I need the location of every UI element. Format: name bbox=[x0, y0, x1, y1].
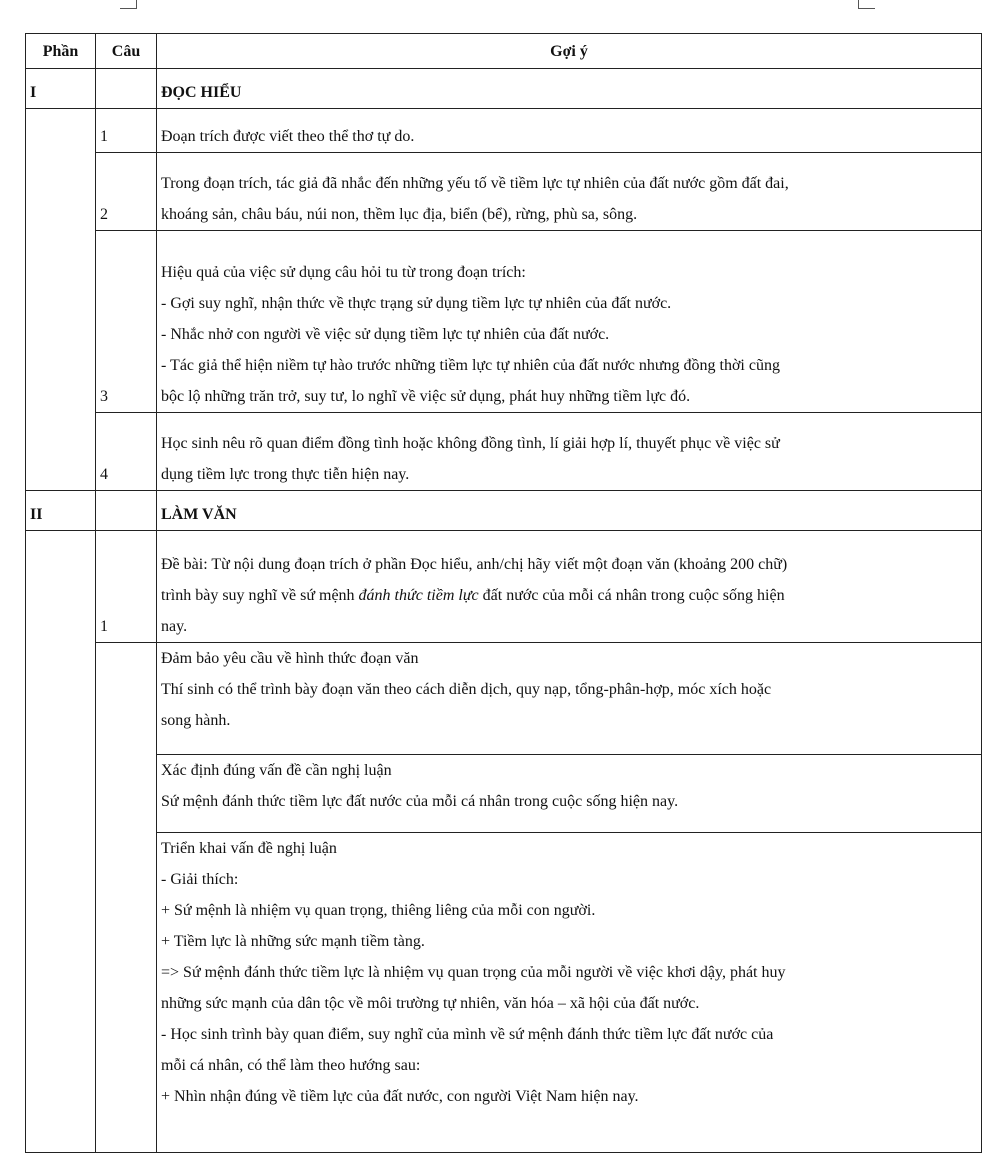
section-title: LÀM VĂN bbox=[157, 491, 982, 531]
text-segment: đất nước của mỗi cá nhân trong cuộc sống hiện bbox=[478, 587, 785, 604]
text-line: => Sứ mệnh đánh thức tiềm lực là nhiệm vụ quan trọng của mỗi người về việc khơi dậy, phát huy bbox=[161, 964, 786, 981]
text-line: Đề bài: Từ nội dung đoạn trích ở phần Đọc hiểu, anh/chị hãy viết một đoạn văn (khoảng 200 chữ) bbox=[161, 556, 788, 573]
criteria-develop bbox=[157, 833, 982, 1153]
answer-text bbox=[157, 153, 982, 231]
text-line: - Giải thích: bbox=[161, 871, 239, 888]
text-line: Xác định đúng vấn đề cần nghị luận bbox=[161, 762, 392, 779]
table-header-row bbox=[26, 34, 982, 69]
answer-text bbox=[157, 413, 982, 491]
question-number: 1 bbox=[96, 531, 157, 643]
text-line: bộc lộ những trăn trở, suy tư, lo nghĩ về việc sử dụng, phát huy những tiềm lực đó. bbox=[161, 388, 691, 405]
text-line: khoáng sản, châu báu, núi non, thềm lục địa, biển (bể), rừng, phù sa, sông. bbox=[161, 206, 638, 223]
answer-text bbox=[157, 109, 982, 153]
criteria-row bbox=[26, 833, 982, 1153]
prompt-text bbox=[157, 531, 982, 643]
text-line: Đoạn trích được viết theo thể thơ tự do. bbox=[161, 128, 415, 145]
text-line: - Nhắc nhở con người về việc sử dụng tiềm lực tự nhiên của đất nước. bbox=[161, 326, 610, 343]
section-number: I bbox=[26, 69, 96, 109]
text-line: song hành. bbox=[161, 712, 231, 729]
text-line: + Nhìn nhận đúng về tiềm lực của đất nước, con người Việt Nam hiện nay. bbox=[161, 1088, 639, 1105]
empty-cell bbox=[96, 69, 157, 109]
criteria-row bbox=[26, 755, 982, 833]
cau-merged-cell bbox=[96, 643, 157, 1153]
phan-merged-cell bbox=[26, 531, 96, 1153]
header-goiy: Gợi ý bbox=[157, 34, 982, 69]
question-row bbox=[26, 109, 982, 153]
answer-text bbox=[157, 231, 982, 413]
question-number: 2 bbox=[96, 153, 157, 231]
text-line: Đảm bảo yêu cầu về hình thức đoạn văn bbox=[161, 650, 419, 667]
crop-mark-right bbox=[858, 0, 875, 9]
section-row-1 bbox=[26, 69, 982, 109]
text-line: + Sứ mệnh là nhiệm vụ quan trọng, thiêng liêng của mỗi con người. bbox=[161, 902, 596, 919]
phan-merged-cell bbox=[26, 109, 96, 491]
text-line: - Học sinh trình bày quan điểm, suy nghĩ của mình về sứ mệnh đánh thức tiềm lực đất nước của bbox=[161, 1026, 774, 1043]
text-line: Trong đoạn trích, tác giả đã nhắc đến những yếu tố về tiềm lực tự nhiên của đất nước gồm đất đai, bbox=[161, 175, 789, 192]
text-line bbox=[161, 580, 977, 611]
text-line: - Tác giả thể hiện niềm tự hào trước những tiềm lực tự nhiên của đất nước nhưng đồng thời cũng bbox=[161, 357, 780, 374]
text-line: Triển khai vấn đề nghị luận bbox=[161, 840, 337, 857]
section-title: ĐỌC HIỂU bbox=[157, 69, 982, 109]
header-cau: Câu bbox=[96, 34, 157, 69]
section-row-2 bbox=[26, 491, 982, 531]
question-number: 1 bbox=[96, 109, 157, 153]
criteria-form bbox=[157, 643, 982, 755]
header-phan: Phần bbox=[26, 34, 96, 69]
italic-phrase: đánh thức tiềm lực bbox=[358, 587, 479, 604]
text-line: Thí sinh có thể trình bày đoạn văn theo cách diễn dịch, quy nạp, tổng-phân-hợp, móc xích hoặc bbox=[161, 681, 772, 698]
text-line: những sức mạnh của dân tộc về môi trường tự nhiên, văn hóa – xã hội của đất nước. bbox=[161, 995, 700, 1012]
text-line: - Gợi suy nghĩ, nhận thức về thực trạng sử dụng tiềm lực tự nhiên của đất nước. bbox=[161, 295, 672, 312]
question-row bbox=[26, 531, 982, 643]
question-row bbox=[26, 153, 982, 231]
text-line: + Tiềm lực là những sức mạnh tiềm tàng. bbox=[161, 933, 425, 950]
text-line: Hiệu quả của việc sử dụng câu hỏi tu từ trong đoạn trích: bbox=[161, 264, 526, 281]
question-row bbox=[26, 231, 982, 413]
criteria-row bbox=[26, 643, 982, 755]
text-line: Học sinh nêu rõ quan điểm đồng tình hoặc không đồng tình, lí giải hợp lí, thuyết phục về việc sử bbox=[161, 435, 780, 452]
empty-cell bbox=[96, 491, 157, 531]
text-line: dụng tiềm lực trong thực tiễn hiện nay. bbox=[161, 466, 410, 483]
question-number: 3 bbox=[96, 231, 157, 413]
text-line: Sứ mệnh đánh thức tiềm lực đất nước của mỗi cá nhân trong cuộc sống hiện nay. bbox=[161, 793, 679, 810]
text-line: nay. bbox=[161, 618, 188, 635]
section-number: II bbox=[26, 491, 96, 531]
text-segment: trình bày suy nghĩ về sứ mệnh bbox=[161, 587, 359, 604]
crop-mark-left bbox=[120, 0, 137, 9]
criteria-issue bbox=[157, 755, 982, 833]
question-row bbox=[26, 413, 982, 491]
question-number: 4 bbox=[96, 413, 157, 491]
text-line: mỗi cá nhân, có thể làm theo hướng sau: bbox=[161, 1057, 421, 1074]
answer-key-table bbox=[25, 33, 982, 1153]
